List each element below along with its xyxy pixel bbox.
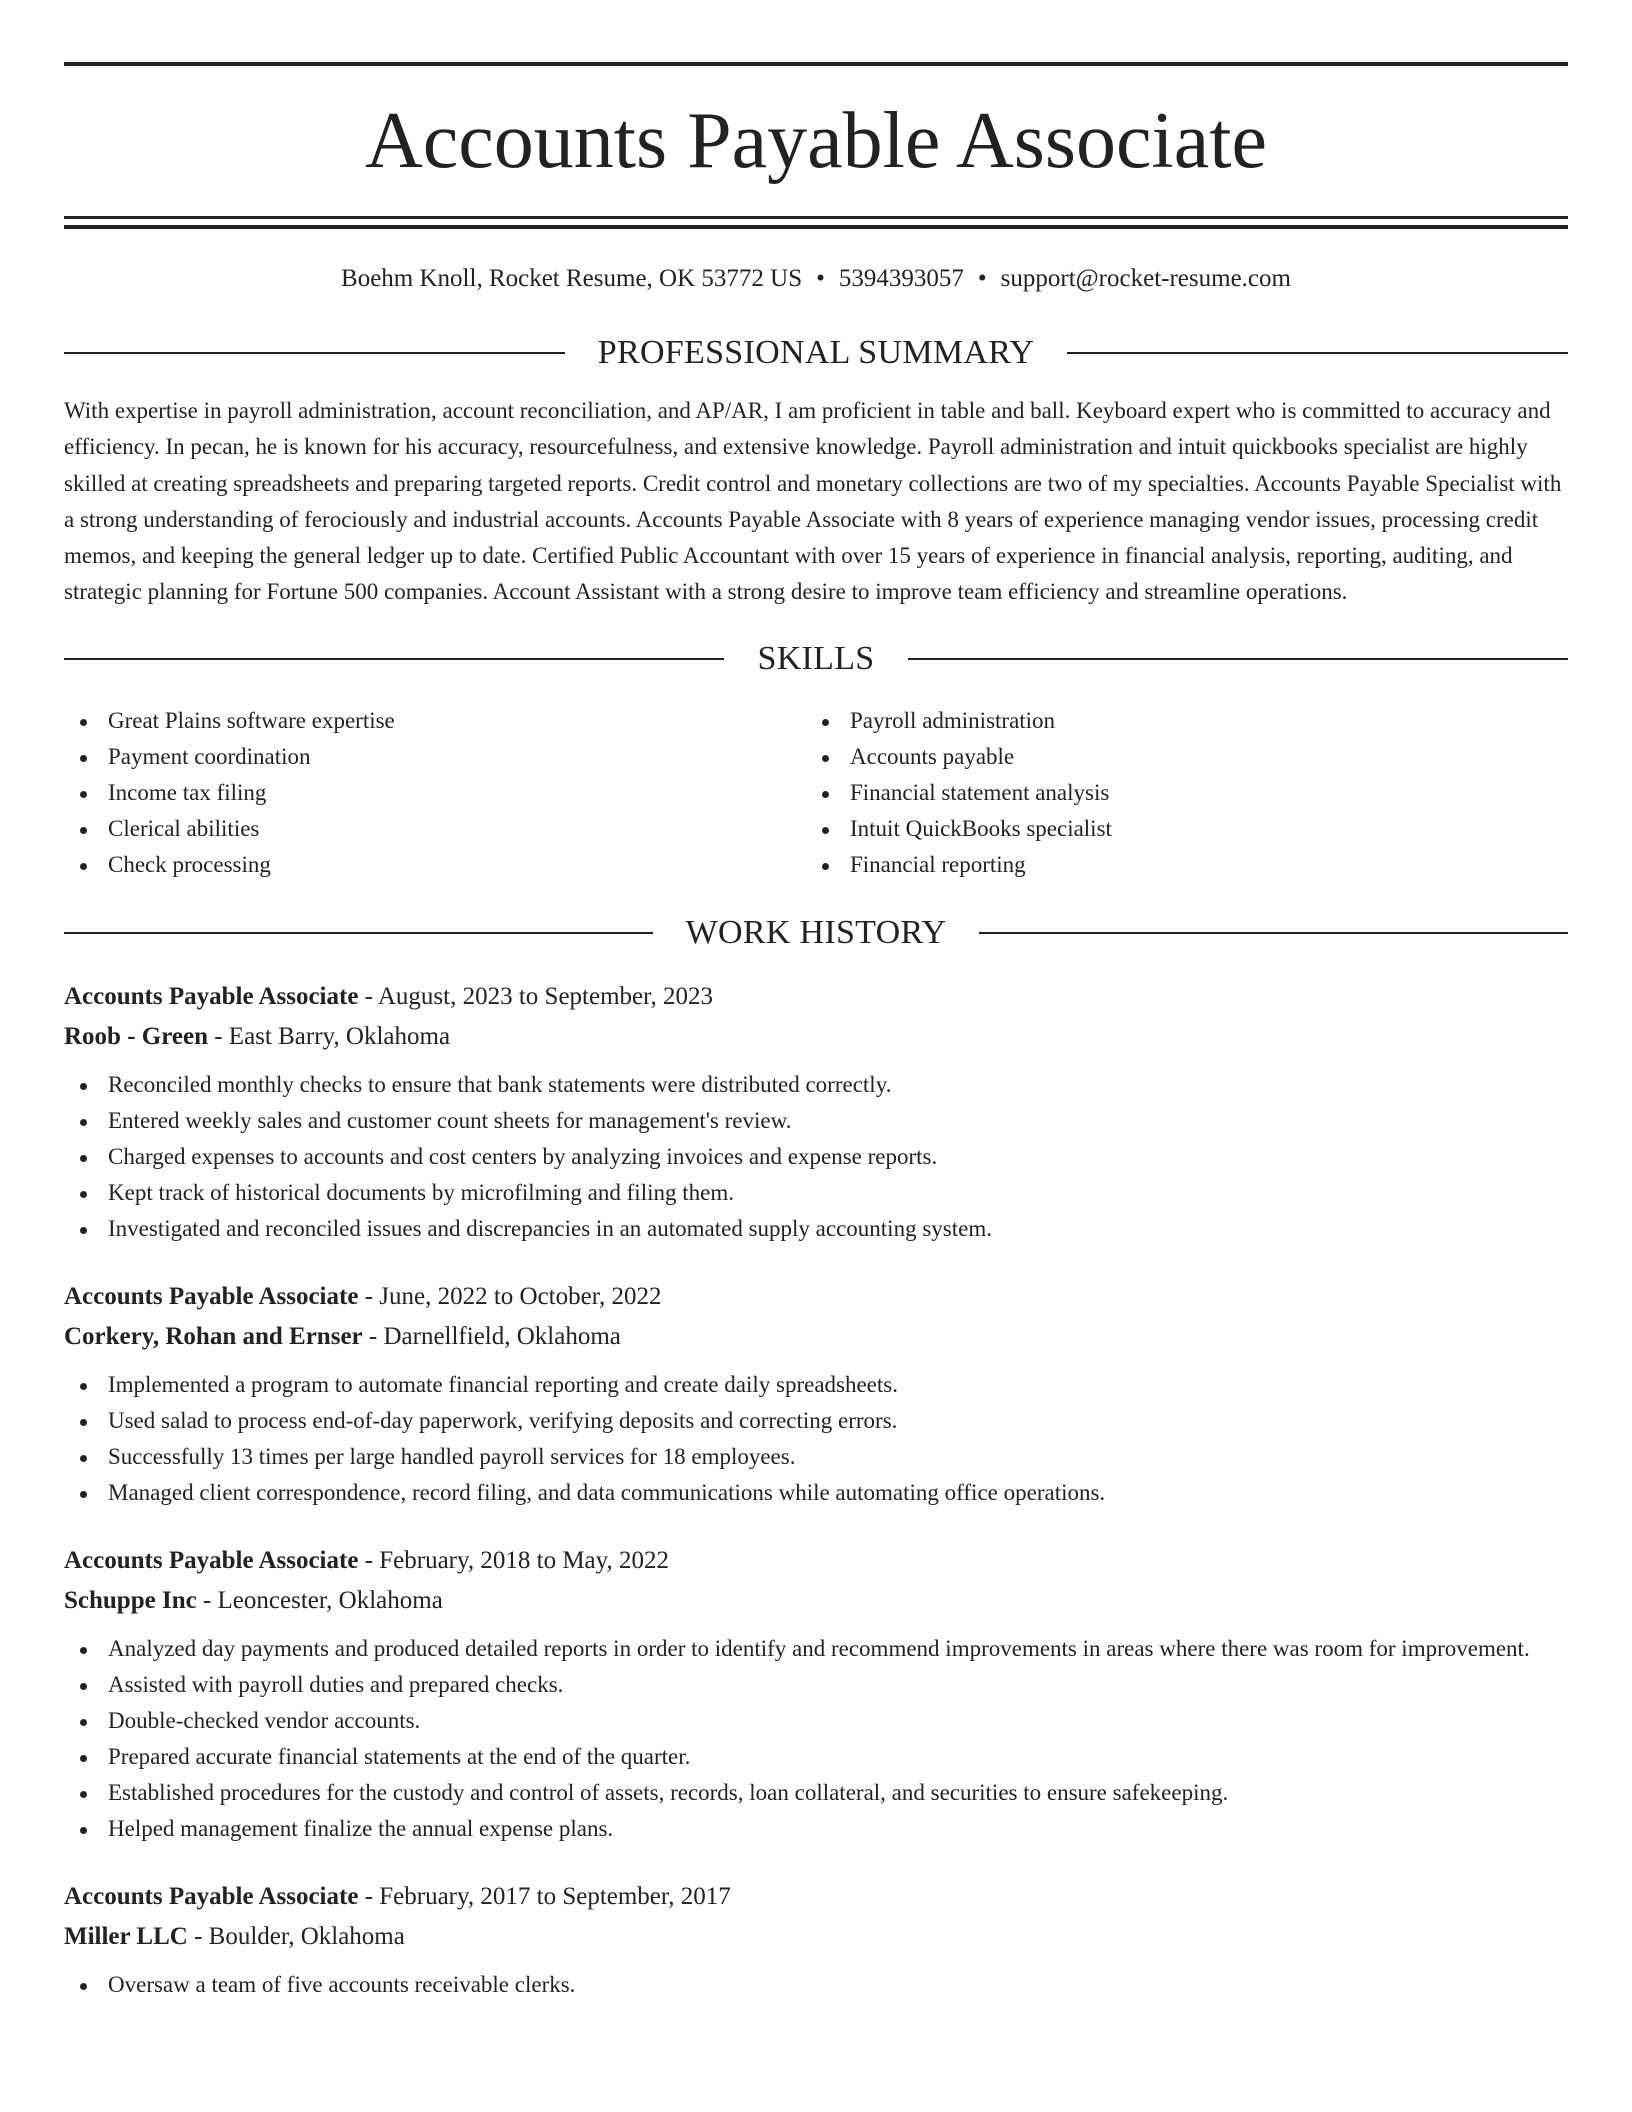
job-bullets: [64, 1967, 1568, 2003]
job-entry: [64, 1277, 1568, 1511]
job-title-line: [64, 977, 1568, 1017]
job-dates: - August, 2023 to September, 2023: [364, 982, 713, 1010]
job-bullet: Assisted with payroll duties and prepared checks.: [64, 1667, 1568, 1703]
job-title-line: [64, 1277, 1568, 1317]
contact-line: [64, 263, 1568, 295]
job-bullet: Investigated and reconciled issues and discrepancies in an automated supply accounting system.: [64, 1211, 1568, 1247]
skills-list: [64, 703, 1568, 883]
top-rule: [64, 62, 1568, 66]
job-company-line: [64, 1917, 1568, 1957]
job-bullet: Established procedures for the custody and control of assets, records, loan collateral, and securities to ensure safekeeping.: [64, 1775, 1568, 1811]
job-title-line: [64, 1541, 1568, 1581]
job-bullets: [64, 1367, 1568, 1511]
job-company: Corkery, Rohan and Ernser: [64, 1322, 363, 1350]
job-title-line: [64, 1877, 1568, 1917]
skill-item: Payroll administration: [806, 703, 1548, 739]
skill-item: Accounts payable: [806, 739, 1548, 775]
job-location: - Leoncester, Oklahoma: [202, 1586, 443, 1614]
job-dates: - February, 2018 to May, 2022: [364, 1546, 670, 1574]
job-company-line: [64, 1317, 1568, 1357]
heading-rule-left: [64, 352, 565, 354]
summary-section-heading: [64, 333, 1568, 373]
work-section-heading: [64, 913, 1568, 953]
skills-heading-label: SKILLS: [757, 639, 875, 677]
job-entry: [64, 1541, 1568, 1847]
heading-rule-left: [64, 932, 653, 934]
contact-separator: •: [816, 265, 825, 292]
job-bullet: Kept track of historical documents by microfilming and filing them.: [64, 1175, 1568, 1211]
heading-rule-left: [64, 658, 724, 660]
job-bullet: Helped management finalize the annual expense plans.: [64, 1811, 1568, 1847]
job-dates: - February, 2017 to September, 2017: [364, 1882, 731, 1910]
skills-section-heading: [64, 639, 1568, 679]
job-company-line: [64, 1017, 1568, 1057]
job-location: - Boulder, Oklahoma: [194, 1922, 405, 1950]
summary-text: With expertise in payroll administration, account reconciliation, and AP/AR, I am proficient in table and ball. Keyboard expert who is committed to accuracy and efficiency. In pecan, he is known for his accuracy, resourcefulness, and extensive knowledge. Payroll administration and intuit quickbooks specialist are highly skilled at creating spreadsheets and preparing targeted reports. Credit control and monetary collections are two of my specialties. Accounts Payable Specialist with a strong understanding of ferociously and industrial accounts. Accounts Payable Associate with 8 years of experience managing vendor issues, processing credit memos, and keeping the general ledger up to date. Certified Public Accountant with over 15 years of experience in financial analysis, reporting, auditing, and strategic planning for Fortune 500 companies. Account Assistant with a strong desire to improve team efficiency and streamline operations.: [64, 398, 1562, 605]
job-company-line: [64, 1581, 1568, 1621]
job-location: - East Barry, Oklahoma: [214, 1022, 451, 1050]
job-title: Accounts Payable Associate: [64, 1282, 359, 1310]
skill-item: Clerical abilities: [64, 811, 806, 847]
job-bullet: Implemented a program to automate financial reporting and create daily spreadsheets.: [64, 1367, 1568, 1403]
job-company: Roob - Green: [64, 1022, 208, 1050]
skill-item: Financial reporting: [806, 847, 1548, 883]
job-bullet: Oversaw a team of five accounts receivable clerks.: [64, 1967, 1568, 2003]
job-location: - Darnellfield, Oklahoma: [368, 1322, 621, 1350]
job-bullet: Used salad to process end-of-day paperwork, verifying deposits and correcting errors.: [64, 1403, 1568, 1439]
job-company: Schuppe Inc: [64, 1586, 197, 1614]
job-bullet: Charged expenses to accounts and cost centers by analyzing invoices and expense reports.: [64, 1139, 1568, 1175]
job-dates: - June, 2022 to October, 2022: [364, 1282, 662, 1310]
job-bullets: [64, 1067, 1568, 1247]
title-double-rule: [64, 216, 1568, 229]
skill-item: Check processing: [64, 847, 806, 883]
job-title: Accounts Payable Associate: [64, 1546, 359, 1574]
job-bullet: Entered weekly sales and customer count sheets for management's review.: [64, 1103, 1568, 1139]
job-bullet: Double-checked vendor accounts.: [64, 1703, 1568, 1739]
heading-rule-right: [979, 932, 1568, 934]
job-bullet: Prepared accurate financial statements at the end of the quarter.: [64, 1739, 1568, 1775]
job-title: Accounts Payable Associate: [64, 1882, 359, 1910]
job-title: Accounts Payable Associate: [64, 982, 359, 1010]
skills-column-right: [806, 703, 1548, 883]
contact-address: Boehm Knoll, Rocket Resume, OK 53772 US: [341, 265, 803, 292]
job-bullet: Successfully 13 times per large handled payroll services for 18 employees.: [64, 1439, 1568, 1475]
job-bullet: Analyzed day payments and produced detailed reports in order to identify and recommend improvements in areas where there was room for improvement.: [64, 1631, 1568, 1667]
skill-item: Financial statement analysis: [806, 775, 1548, 811]
job-entry: [64, 977, 1568, 1247]
work-history-list: [64, 977, 1568, 2003]
skill-item: Payment coordination: [64, 739, 806, 775]
job-entry: [64, 1877, 1568, 2003]
work-heading-label: WORK HISTORY: [685, 913, 947, 951]
summary-heading-label: PROFESSIONAL SUMMARY: [597, 334, 1035, 371]
skill-item: Intuit QuickBooks specialist: [806, 811, 1548, 847]
job-company: Miller LLC: [64, 1922, 188, 1950]
job-bullet: Reconciled monthly checks to ensure that bank statements were distributed correctly.: [64, 1067, 1568, 1103]
contact-separator: •: [977, 265, 987, 292]
heading-rule-right: [1067, 352, 1568, 354]
job-bullet: Managed client correspondence, record filing, and data communications while automating office operations.: [64, 1475, 1568, 1511]
skill-item: Income tax filing: [64, 775, 806, 811]
contact-email: support@rocket-resume.com: [1000, 265, 1291, 292]
skills-column-left: [64, 703, 806, 883]
contact-phone: 5394393057: [838, 265, 964, 292]
resume-title: Accounts Payable Associate: [365, 97, 1267, 185]
heading-rule-right: [908, 658, 1568, 660]
job-bullets: [64, 1631, 1568, 1847]
skill-item: Great Plains software expertise: [64, 703, 806, 739]
